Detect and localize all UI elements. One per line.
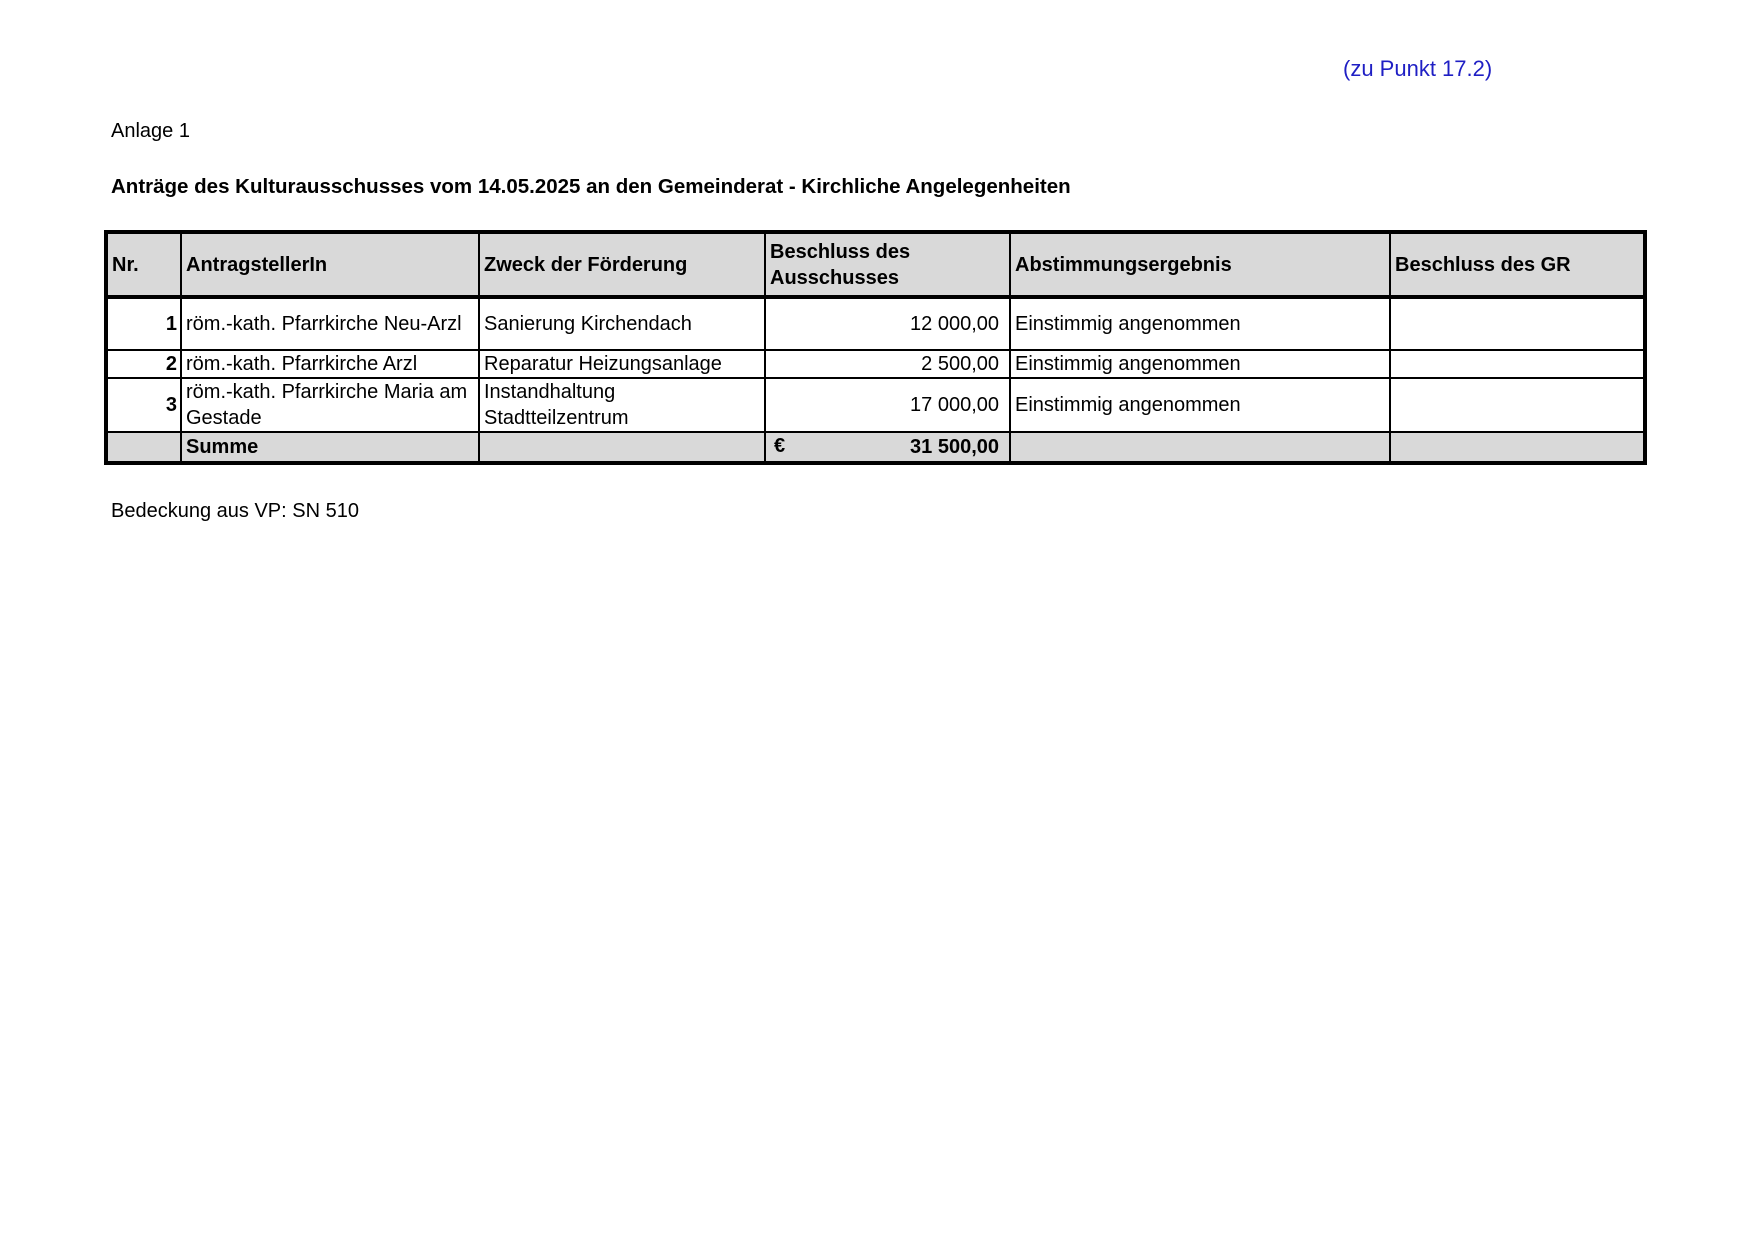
vote-result-cell: Einstimmig angenommen bbox=[1010, 350, 1390, 378]
document-title: Anträge des Kulturausschusses vom 14.05.2025 an den Gemeinderat - Kirchliche Angelegenheiten bbox=[111, 175, 1071, 198]
row-number: 3 bbox=[106, 378, 181, 432]
total-purpose-cell bbox=[479, 432, 765, 463]
euro-symbol: € bbox=[774, 435, 786, 457]
applicant-cell: röm.-kath. Pfarrkirche Neu-Arzl bbox=[181, 297, 479, 350]
coverage-note: Bedeckung aus VP: SN 510 bbox=[111, 500, 359, 522]
gr-decision-cell bbox=[1390, 378, 1645, 432]
gr-decision-cell bbox=[1390, 350, 1645, 378]
row-number: 2 bbox=[106, 350, 181, 378]
table-row bbox=[106, 350, 1645, 378]
amount-cell: 17 000,00 bbox=[765, 378, 1010, 432]
amount-cell: 2 500,00 bbox=[765, 350, 1010, 378]
total-amount-cell bbox=[765, 432, 1010, 463]
column-header-gr-decision: Beschluss des GR bbox=[1390, 232, 1645, 297]
purpose-cell: Reparatur Heizungsanlage bbox=[479, 350, 765, 378]
column-header-committee-decision: Beschluss des Ausschusses bbox=[765, 232, 1010, 297]
table-header-row bbox=[106, 232, 1645, 297]
vote-result-cell: Einstimmig angenommen bbox=[1010, 297, 1390, 350]
vote-result-cell: Einstimmig angenommen bbox=[1010, 378, 1390, 432]
column-header-vote-result: Abstimmungsergebnis bbox=[1010, 232, 1390, 297]
purpose-cell: Instandhaltung Stadtteilzentrum bbox=[479, 378, 765, 432]
applications-table bbox=[104, 230, 1647, 465]
amount-cell: 12 000,00 bbox=[765, 297, 1010, 350]
table-row bbox=[106, 297, 1645, 350]
purpose-cell: Sanierung Kirchendach bbox=[479, 297, 765, 350]
column-header-purpose: Zweck der Förderung bbox=[479, 232, 765, 297]
total-gr-cell bbox=[1390, 432, 1645, 463]
column-header-applicant: AntragstellerIn bbox=[181, 232, 479, 297]
agenda-reference: (zu Punkt 17.2) bbox=[1343, 56, 1493, 81]
total-label: Summe bbox=[181, 432, 479, 463]
table-row bbox=[106, 378, 1645, 432]
gr-decision-cell bbox=[1390, 297, 1645, 350]
applicant-cell: röm.-kath. Pfarrkirche Maria am Gestade bbox=[181, 378, 479, 432]
applicant-cell: röm.-kath. Pfarrkirche Arzl bbox=[181, 350, 479, 378]
total-amount: 31 500,00 bbox=[910, 436, 999, 458]
column-header-nr: Nr. bbox=[106, 232, 181, 297]
total-row bbox=[106, 432, 1645, 463]
total-vote-cell bbox=[1010, 432, 1390, 463]
total-nr-cell bbox=[106, 432, 181, 463]
attachment-label: Anlage 1 bbox=[111, 120, 190, 142]
row-number: 1 bbox=[106, 297, 181, 350]
